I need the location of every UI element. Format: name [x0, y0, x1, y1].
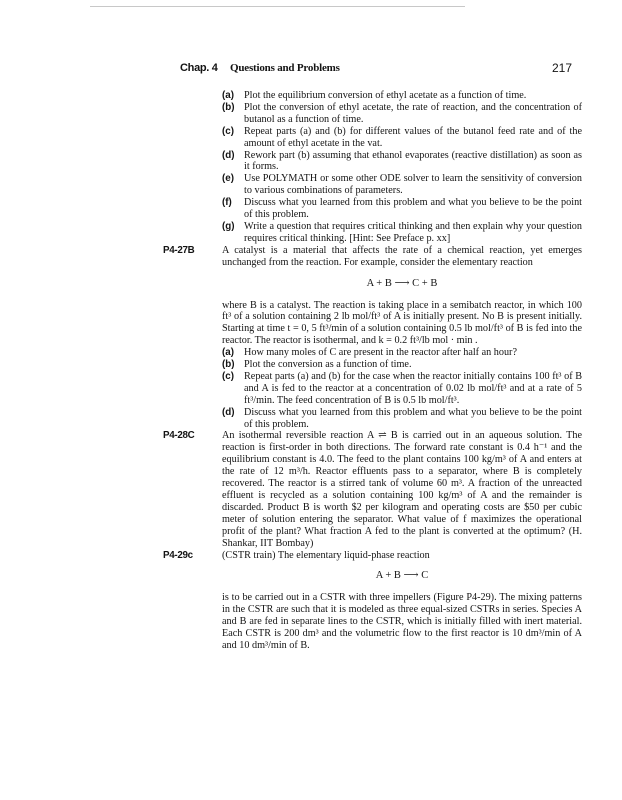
part-item: (d) Discuss what you learned from this problem and what you believe to be the point of this problem.	[222, 406, 582, 430]
page-body	[0, 90, 622, 652]
page-header	[180, 62, 572, 80]
part-item: (g) Write a question that requires critical thinking and then explain why your question requires critical thinking. [Hint: See Preface p. xx]	[222, 220, 582, 244]
part-item: (d) Rework part (b) assuming that ethanol evaporates (reactive distillation) as soon as it forms.	[222, 149, 582, 173]
part-item: (b) Plot the conversion as a function of time.	[222, 359, 412, 371]
section-title: Questions and Problems	[230, 62, 340, 74]
part-item: (c) Repeat parts (a) and (b) for different values of the butanol feed rate and of the amount of ethyl acetate in the vat.	[222, 125, 582, 149]
page-number: 217	[551, 61, 572, 75]
part-item: (a) Plot the equilibrium conversion of ethyl acetate as a function of time.	[222, 90, 527, 101]
problem-intro: A catalyst is a material that affects the rate of a chemical reaction, yet emerges unchanged from the reaction. For example, consider the elementary reaction	[222, 244, 582, 268]
problem-intro: (CSTR train) The elementary liquid-phase reaction	[222, 549, 430, 561]
problem-p4-27	[0, 245, 622, 431]
problem-number: P4-28C	[163, 430, 195, 442]
problem-p4-28	[0, 430, 622, 549]
problem-statement: where B is a catalyst. The reaction is taking place in a semibatch reactor, in which 100 ft³ of a solution containing 2 lb mol/ft³ of A is initially present. No B is present initially. Starting at time t = 0, 5 ft³/min of a solution containing 0.5 lb mol/ft³ of B is fed into the reactor. The reactor is isothermal, and k = 0.2 ft³/lb mol · min .	[222, 299, 582, 347]
part-item: (f) Discuss what you learned from this problem and what you believe to be the point of this problem.	[222, 197, 582, 221]
problem-p4-29	[0, 550, 622, 652]
chapter-label: Chap. 4	[180, 62, 218, 74]
reaction-equation: A + B ⟶ C + B	[366, 277, 438, 289]
reaction-equation: A + B ⟶ C	[375, 570, 429, 582]
part-item: (b) Plot the conversion of ethyl acetate, the rate of reaction, and the concentration of butanol as a function of time.	[222, 101, 582, 125]
part-item: (a) How many moles of C are present in the reactor after half an hour?	[222, 347, 517, 359]
problem-statement: An isothermal reversible reaction A ⇌ B is carried out in an aqueous solution. The reaction is first-order in both directions. The forward rate constant is 0.4 h⁻¹ and the equilibrium constant is 4.0. The feed to the plant contains 100 kg/m³ of A and enters at the rate of 12 m³/h. Reactor effluents pass to a separator, where B is completely recovered. The reactor is a stirred tank of volume 60 m³. A fraction of the unreacted effluent is recycled as a solution containing 100 kg/m³ of A and the remainder is discarded. Product B is worth $2 per kilogram and operating costs are $50 per cubic meter of solution entering the separator. What value of f maximizes the operational profit of the plant? What fraction A fed to the plant is converted at the optimum? (H. Shankar, IIT Bombay)	[222, 430, 582, 549]
part-item: (c) Repeat parts (a) and (b) for the case when the reactor initially contains 100 ft³ of B and A is fed to the reactor at a concentration of 0.02 lb mol/ft³ and at a rate of 5 ft³/min. The feed concentration of B is 0.5 lb mol/ft³.	[222, 370, 582, 406]
continued-problem-parts	[0, 90, 622, 245]
part-item: (e) Use POLYMATH or some other ODE solver to learn the sensitivity of conversion to various combinations of parameters.	[222, 173, 582, 197]
scan-edge-line	[90, 6, 465, 7]
problem-number: P4-29c	[163, 549, 193, 561]
problem-statement: is to be carried out in a CSTR with three impellers (Figure P4-29). The mixing patterns in the CSTR are such that it is modeled as three equal-sized CSTRs in series. Species A and B are fed in separate lines to the CSTR, which is initially filled with inert material. Each CSTR is 200 dm³ and the volumetric flow to the first reactor is 10 dm³/min of A and 10 dm³/min of B.	[222, 592, 582, 651]
problem-number: P4-27B	[163, 244, 195, 256]
